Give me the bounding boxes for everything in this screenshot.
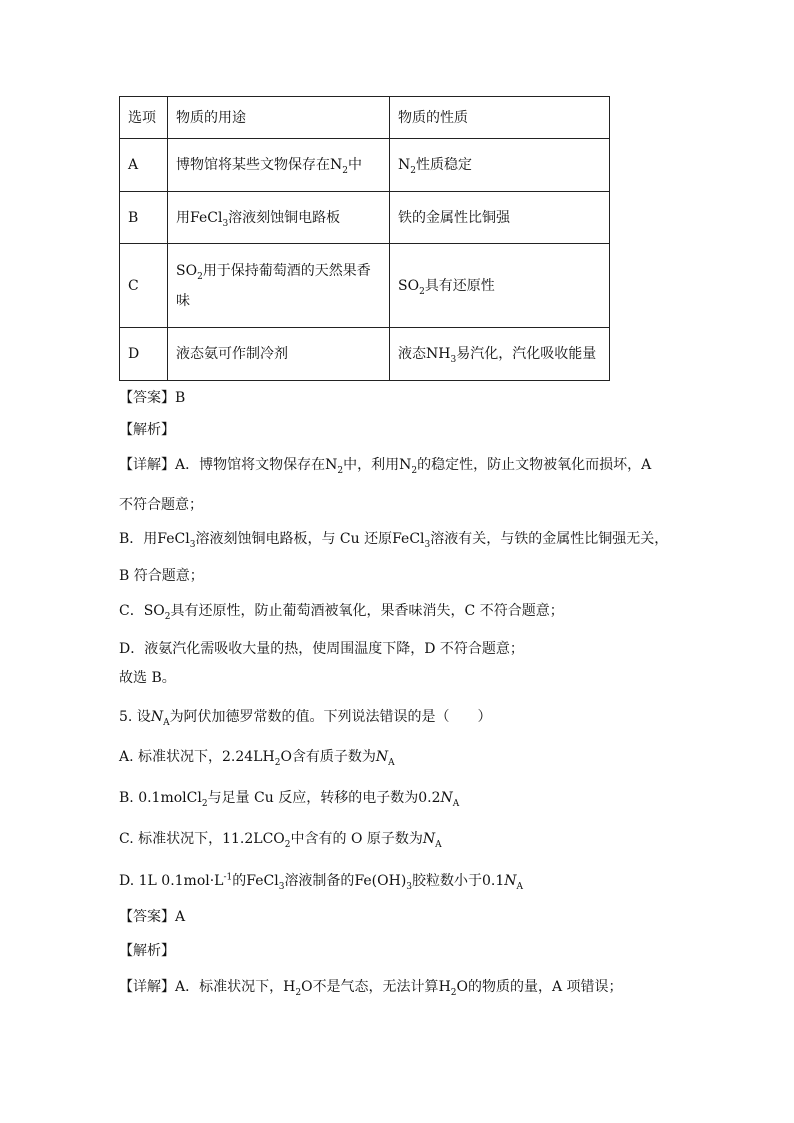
q5-option-d: D. 1L $0.1mol\cdot L^{-1}$的FeCl$_3$溶液制备的$Fe(OH)_3$胶粒数小于$0.1N_A$ [119,872,524,892]
q5-option-c: C. 标准状况下，$11.2LCO_2$中含有的 O 原子数为$N_A$ [119,831,442,850]
header-option: 选项 [120,97,168,139]
options-table [119,96,610,381]
row-option: B [120,192,168,244]
q4-conclusion: 故选 B。 [119,670,176,686]
q5-detail-a: 【详解】A．标准状况下，$H_2O$不是气态，无法计算$H_2O$的物质的量，A 项错误； [119,979,623,998]
q4-detail-c: C．$SO_2$具有还原性，防止葡萄酒被氧化，果香味消失，C 不符合题意； [119,603,564,622]
header-use: 物质的用途 [168,97,390,139]
row-use: $SO_2$用于保持葡萄酒的天然果香 味 [168,244,390,328]
table-row [120,328,610,381]
q4-detail-a: 【详解】A．博物馆将文物保存在$N_2$中，利用$N_2$的稳定性，防止文物被氧化而损坏，A [119,457,652,476]
row-option: C [120,244,168,328]
q4-detail-d: D．液氨汽化需吸收大量的热，使周围温度下降，D 不符合题意； [119,641,524,657]
header-property: 物质的性质 [390,97,610,139]
q4-detail-b-line2: B 符合题意； [119,568,204,584]
q5-stem: 5. 设$N_A$为阿伏加德罗常数的值。下列说法错误的是（ ） [119,709,492,728]
row-use: 用FeCl$_3$溶液刻蚀铜电路板 [168,192,390,244]
q5-option-b: B. 0.1molCl$_2$与足量 Cu 反应，转移的电子数为$0.2N_A$ [119,790,460,809]
q4-detail-b: B．用FeCl$_3$溶液刻蚀铜电路板，与 Cu 还原FeCl$_3$溶液有关，与铁的金属性比铜强无关， [119,531,669,550]
q5-answer: 【答案】A [119,909,186,925]
row-option: A [120,139,168,192]
table-row [120,139,610,192]
row-use: 博物馆将某些文物保存在$N_2$中 [168,139,390,192]
row-property: 液态$NH_3$易汽化，汽化吸收能量 [390,328,610,381]
q5-option-a: A. 标准状况下，$2.24LH_2O$含有质子数为$N_A$ [119,749,395,768]
table-row [120,244,610,328]
row-property: $SO_2$具有还原性 [390,244,610,328]
q4-detail-a-line2: 不符合题意； [119,497,203,513]
q4-analysis-label: 【解析】 [119,422,175,438]
row-option: D [120,328,168,381]
row-property: 铁的金属性比铜强 [390,192,610,244]
table-header-row [120,97,610,139]
q4-answer: 【答案】B [119,390,186,406]
row-use: 液态氨可作制冷剂 [168,328,390,381]
row-property: $N_2$性质稳定 [390,139,610,192]
table-row [120,192,610,244]
q5-analysis-label: 【解析】 [119,943,175,959]
